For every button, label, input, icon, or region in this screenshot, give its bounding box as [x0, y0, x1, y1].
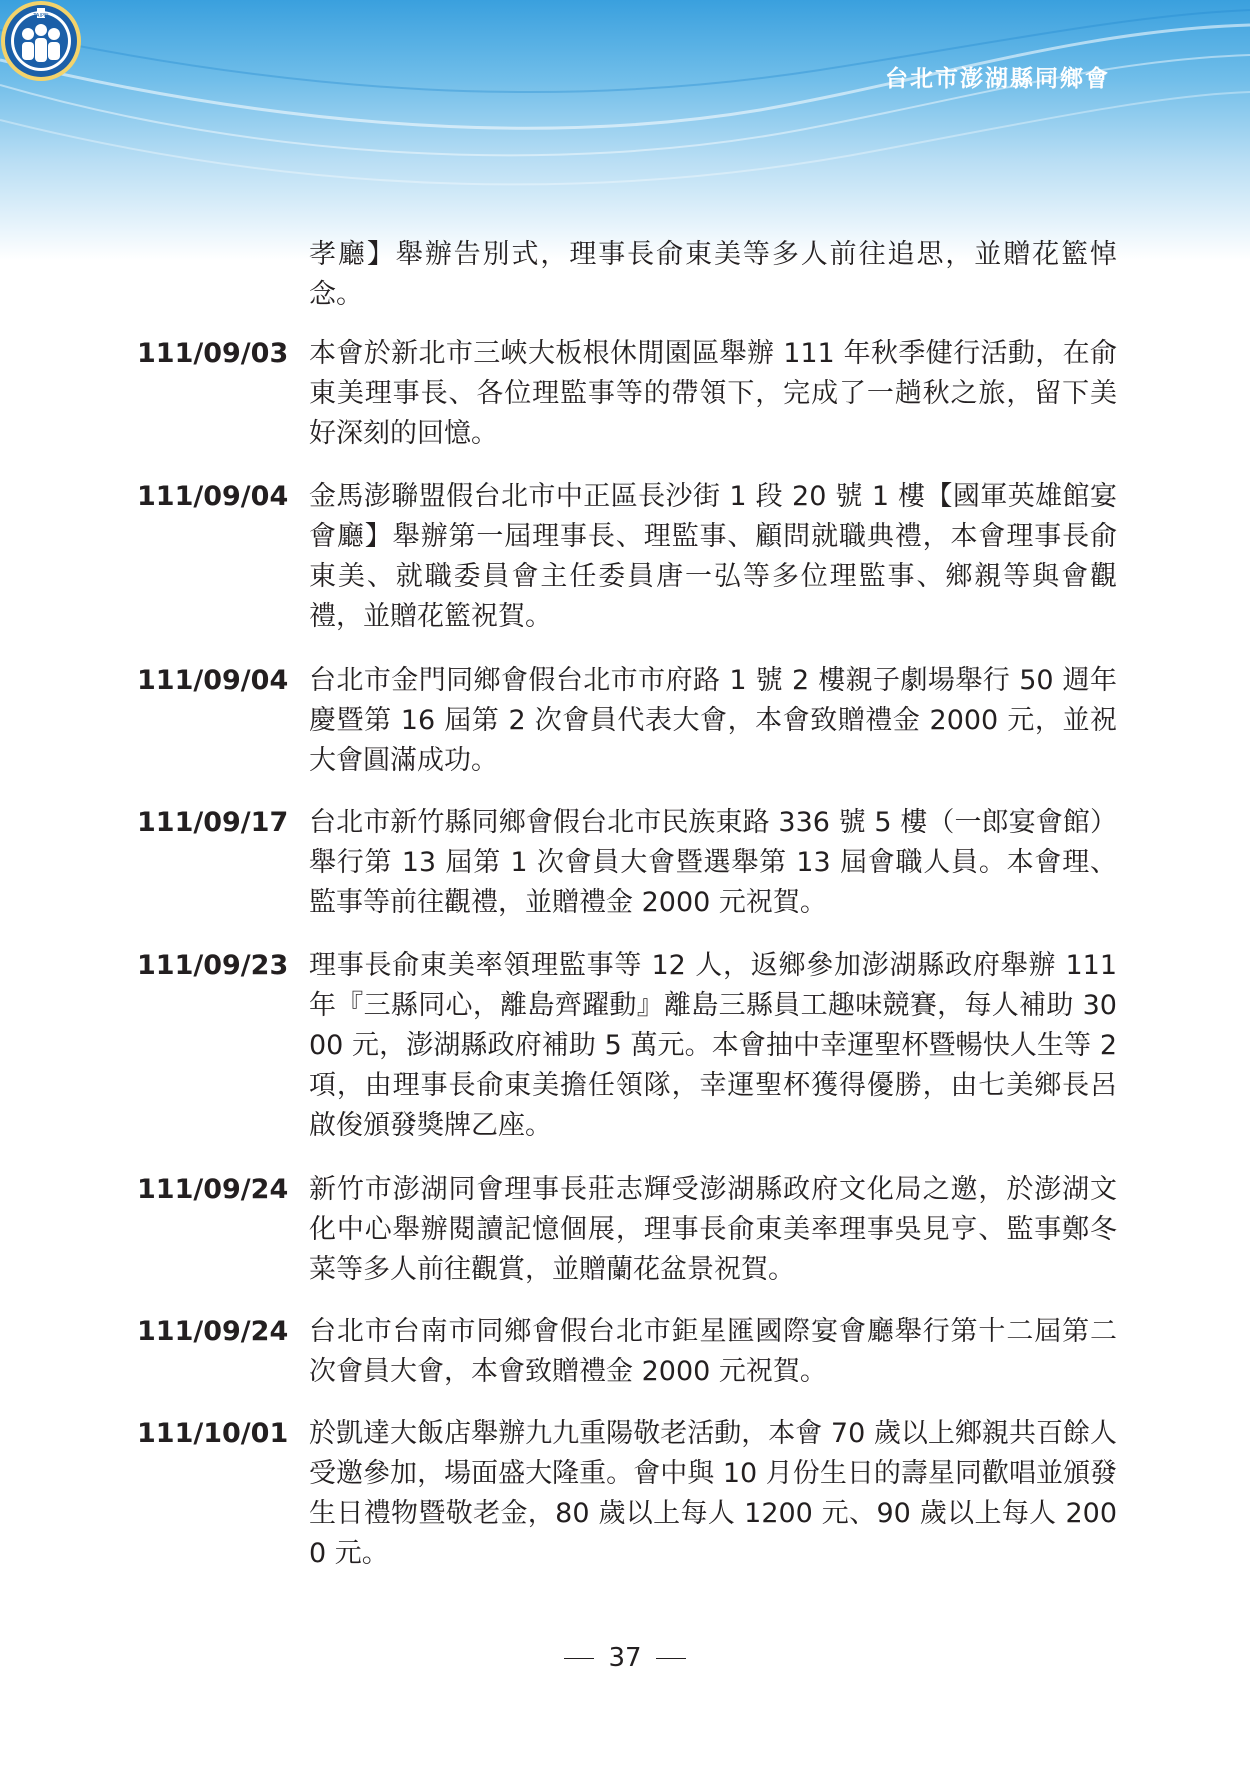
entry-text: 台北市金門同鄉會假台北市市府路 1 號 2 樓親子劇場舉行 50 週年慶暨第 16 屆第 2 次會員代表大會，本會致贈禮金 2000 元，並祝大會圓滿成功。 — [309, 665, 1117, 776]
logo-text: TAIPEI — [33, 13, 49, 19]
association-logo-icon — [0, 0, 82, 82]
entry-text: 台北市新竹縣同鄉會假台北市民族東路 336 號 5 樓（一郎宴會館）舉行第 13 屆第 1 次會員大會暨選舉第 13 屆會職人員。本會理、監事等前往觀禮，並贈禮金 2000 元祝賀。 — [309, 807, 1117, 918]
entry-date: 111/09/04 — [137, 665, 289, 696]
entry-text: 台北市台南市同鄉會假台北市鉅星匯國際宴會廳舉行第十二屆第二次會員大會，本會致贈禮金 2000 元祝賀。 — [309, 1316, 1117, 1387]
page-number — [0, 1643, 1250, 1673]
entry-date: 111/10/01 — [137, 1418, 289, 1449]
entry-text: 孝廳】舉辦告別式，理事長俞東美等多人前往追思，並贈花籃悼念。 — [309, 239, 1117, 310]
entry-date: 111/09/24 — [137, 1316, 289, 1347]
entry-date: 111/09/24 — [137, 1174, 289, 1205]
entry-text: 金馬澎聯盟假台北市中正區長沙街 1 段 20 號 1 樓【國軍英雄館宴會廳】舉辦第一屆理事長、理監事、顧問就職典禮，本會理事長俞東美、就職委員會主任委員唐一弘等多位理監事、鄉親等與會觀禮，並贈花籃祝賀。 — [309, 481, 1117, 632]
entry-text: 理事長俞東美率領理監事等 12 人，返鄉參加澎湖縣政府舉辦 111 年『三縣同心，離島齊躍動』離島三縣員工趣味競賽，每人補助 3000 元，澎湖縣政府補助 5 萬元。本會抽中幸運聖杯暨暢快人生等 2 項，由理事長俞東美擔任領隊，幸運聖杯獲得優勝，由七美鄉長呂啟俊頒發獎牌乙座。 — [309, 950, 1117, 1141]
entry-text: 於凱達大飯店舉辦九九重陽敬老活動，本會 70 歲以上鄉親共百餘人受邀參加，場面盛大隆重。會中與 10 月份生日的壽星同歡唱並頒發生日禮物暨敬老金，80 歲以上每人 1200 元、90 歲以上每人 2000 元。 — [309, 1418, 1117, 1569]
header-band — [0, 0, 1250, 260]
page-number-dash-left — [564, 1658, 594, 1659]
entry-text: 本會於新北市三峽大板根休閒園區舉辦 111 年秋季健行活動，在俞東美理事長、各位理監事等的帶領下，完成了一趟秋之旅，留下美好深刻的回憶。 — [309, 338, 1117, 449]
entry-date: 111/09/03 — [137, 338, 289, 369]
wave-decoration — [0, 0, 1250, 260]
entry-date: 111/09/04 — [137, 481, 289, 512]
page-number-value: 37 — [608, 1643, 642, 1673]
entry-date: 111/09/17 — [137, 807, 289, 838]
page-number-dash-right — [656, 1658, 686, 1659]
org-name: 台北市澎湖縣同鄉會 — [885, 66, 1110, 92]
entry-date: 111/09/23 — [137, 950, 289, 981]
entry-text: 新竹市澎湖同會理事長莊志輝受澎湖縣政府文化局之邀，於澎湖文化中心舉辦閱讀記憶個展，理事長俞東美率理事吳見亨、監事鄭冬菜等多人前往觀賞，並贈蘭花盆景祝賀。 — [309, 1174, 1117, 1285]
